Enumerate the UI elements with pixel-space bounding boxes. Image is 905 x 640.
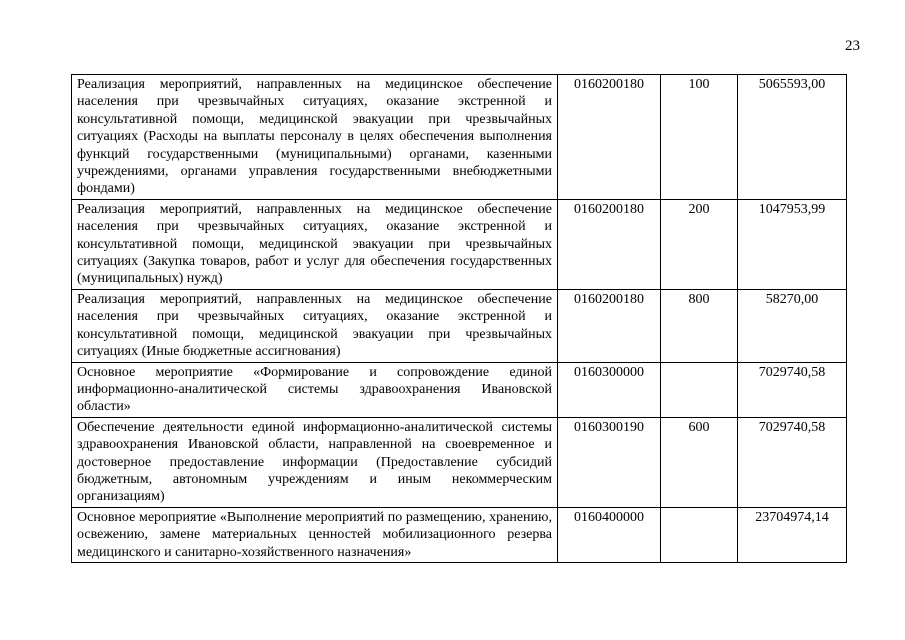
table-row — [72, 75, 847, 200]
amount-cell: 7029740,58 — [738, 362, 847, 417]
target-code-cell: 0160300190 — [558, 417, 661, 507]
target-code-cell: 0160300000 — [558, 362, 661, 417]
target-code-cell: 0160200180 — [558, 289, 661, 362]
amount-cell: 58270,00 — [738, 289, 847, 362]
expense-type-cell: 600 — [661, 417, 738, 507]
table-row — [72, 417, 847, 507]
expense-name-cell: Обеспечение деятельности единой информационно-аналитической системы здравоохранения Ивановской области, направленной на своевременное и достоверное предоставление информации (Предоставление субсидий бюджетным, автономным учреждениям и иным некоммерческим организациям) — [72, 417, 558, 507]
expense-type-cell — [661, 507, 738, 562]
table-row — [72, 362, 847, 417]
expense-type-cell: 800 — [661, 289, 738, 362]
target-code-cell: 0160400000 — [558, 507, 661, 562]
target-code-cell: 0160200180 — [558, 199, 661, 289]
page-number: 23 — [845, 38, 860, 54]
expense-name-cell: Реализация мероприятий, направленных на медицинское обеспечение населения при чрезвычайных ситуациях, оказание экстренной и консультативной помощи, медицинской эвакуации при чрезвычайных ситуациях (Иные бюджетные ассигнования) — [72, 289, 558, 362]
expense-type-cell: 200 — [661, 199, 738, 289]
expense-name-cell: Основное мероприятие «Выполнение мероприятий по размещению, хранению, освежению, замене материальных ценностей мобилизационного резерва медицинского и санитарно-хозяйственного назначения» — [72, 507, 558, 562]
amount-cell: 7029740,58 — [738, 417, 847, 507]
target-code-cell: 0160200180 — [558, 75, 661, 200]
expense-name-cell: Реализация мероприятий, направленных на медицинское обеспечение населения при чрезвычайных ситуациях, оказание экстренной и консультативной помощи, медицинской эвакуации при чрезвычайных ситуациях (Закупка товаров, работ и услуг для обеспечения государственных (муниципальных) нужд) — [72, 199, 558, 289]
table-row — [72, 289, 847, 362]
expense-type-cell — [661, 362, 738, 417]
table-row — [72, 507, 847, 562]
expense-type-cell: 100 — [661, 75, 738, 200]
budget-table — [71, 74, 847, 563]
expense-name-cell: Реализация мероприятий, направленных на медицинское обеспечение населения при чрезвычайных ситуациях, оказание экстренной и консультативной помощи, медицинской эвакуации при чрезвычайных ситуациях (Расходы на выплаты персоналу в целях обеспечения выполнения функций государственными (муниципальными) органами, казенными учреждениями, органами управления государственными внебюджетными фондами) — [72, 75, 558, 200]
table-row — [72, 199, 847, 289]
expense-name-cell: Основное мероприятие «Формирование и сопровождение единой информационно-аналитической системы здравоохранения Ивановской области» — [72, 362, 558, 417]
amount-cell: 23704974,14 — [738, 507, 847, 562]
amount-cell: 5065593,00 — [738, 75, 847, 200]
amount-cell: 1047953,99 — [738, 199, 847, 289]
